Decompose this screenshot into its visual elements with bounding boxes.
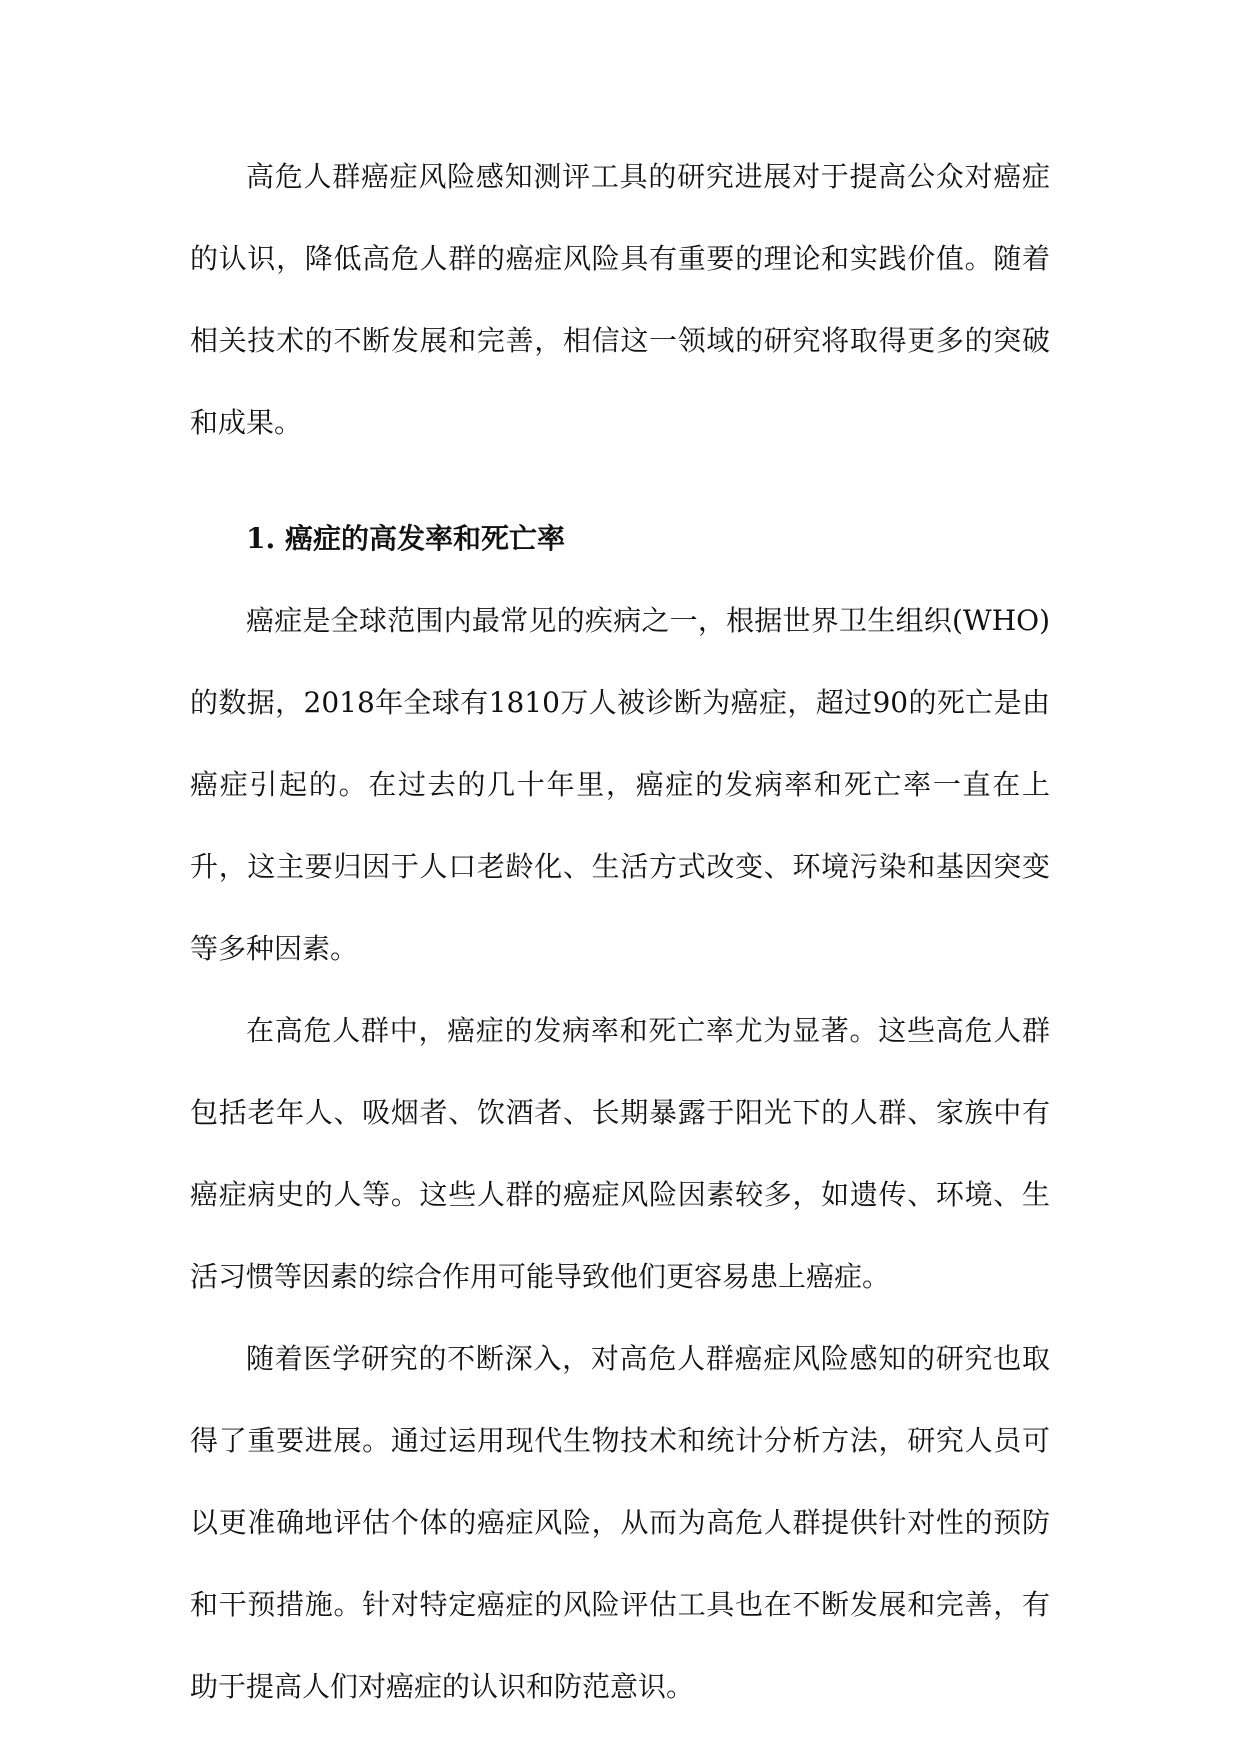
document-body	[190, 136, 1050, 1728]
body-paragraph-3: 随着医学研究的不断深入，对高危人群癌症风险感知的研究也取得了重要进展。通过运用现代生物技术和统计分析方法，研究人员可以更准确地评估个体的癌症风险，从而为高危人群提供针对性的预防和干预措施。针对特定癌症的风险评估工具也在不断发展和完善，有助于提高人们对癌症的认识和防范意识。	[190, 1342, 1050, 1703]
intro-paragraph: 高危人群癌症风险感知测评工具的研究进展对于提高公众对癌症的认识，降低高危人群的癌症风险具有重要的理论和实践价值。随着相关技术的不断发展和完善，相信这一领域的研究将取得更多的突破和成果。	[190, 160, 1050, 439]
body-paragraph-2: 在高危人群中，癌症的发病率和死亡率尤为显著。这些高危人群包括老年人、吸烟者、饮酒者、长期暴露于阳光下的人群、家族中有癌症病史的人等。这些人群的癌症风险因素较多，如遗传、环境、生活习惯等因素的综合作用可能导致他们更容易患上癌症。	[190, 1014, 1050, 1293]
body-paragraph-1: 癌症是全球范围内最常见的疾病之一，根据世界卫生组织(WHO)的数据，2018年全球有1810万人被诊断为癌症，超过90的死亡是由癌症引起的。在过去的几十年里，癌症的发病率和死亡率一直在上升，这主要归因于人口老龄化、生活方式改变、环境污染和基因突变等多种因素。	[190, 604, 1050, 965]
section-heading: 1. 癌症的高发率和死亡率	[246, 522, 565, 555]
